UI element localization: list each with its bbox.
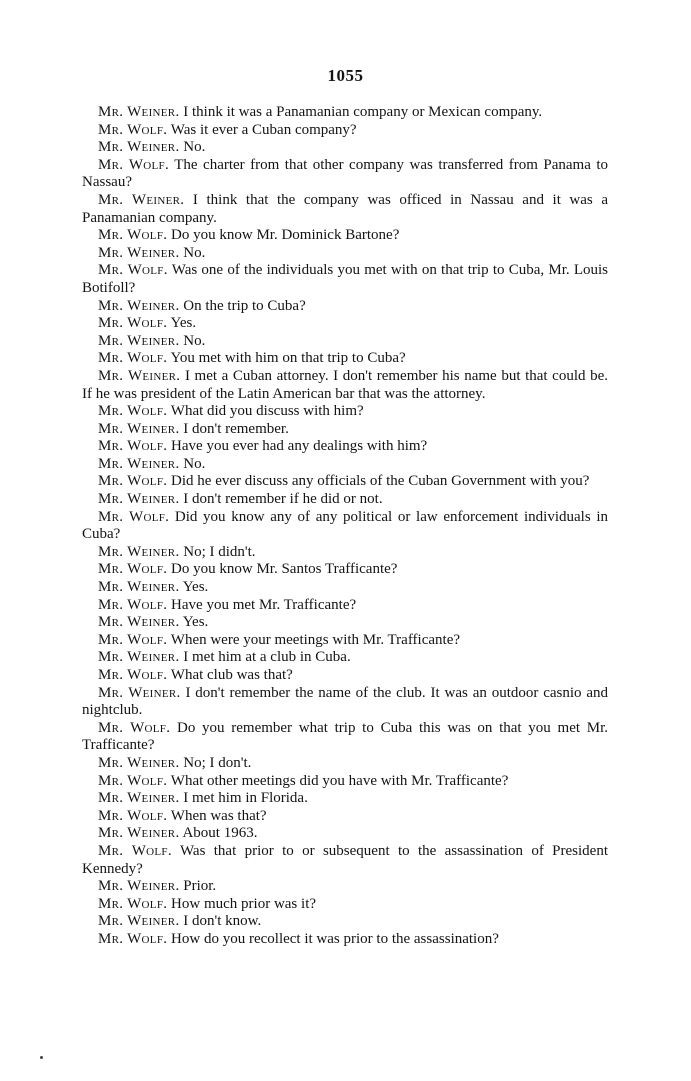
speaker-name: Mr. Weiner. — [98, 684, 181, 701]
transcript-paragraph — [82, 227, 608, 245]
speech-text: Did he ever discuss any officials of the Cuban Government with you? — [171, 473, 590, 490]
speaker-name: Mr. Wolf. — [98, 667, 168, 683]
speech-text: I met him in Florida. — [183, 790, 308, 807]
speaker-name: Mr. Weiner. — [98, 332, 180, 349]
speaker-name: Mr. Wolf. — [98, 262, 168, 279]
transcript-paragraph — [82, 544, 608, 562]
transcript-paragraph — [82, 350, 608, 368]
transcript-paragraph — [82, 720, 608, 755]
speech-text: What club was that? — [170, 667, 293, 683]
speaker-name: Mr. Weiner. — [98, 754, 180, 771]
speech-text: I don't remember the name of the club. It was an outdoor casnio and nightclub. — [82, 684, 609, 719]
speech-text: Did you know any of any political or law enforcement individuals in Cuba? — [82, 508, 608, 543]
speaker-name: Mr. Wolf. — [98, 156, 170, 173]
speech-text: I met a Cuban attorney. I don't remember his name but that could be. If he was president of the Latin American bar that was the attorney. — [82, 367, 608, 402]
transcript-paragraph — [82, 438, 608, 456]
speech-text: About 1963. — [182, 825, 258, 842]
speaker-name: Mr. Wolf. — [98, 772, 168, 789]
speaker-name: Mr. Weiner. — [98, 191, 185, 208]
speech-text: On the trip to Cuba? — [183, 297, 306, 314]
transcript-paragraph — [82, 262, 608, 297]
transcript-paragraph — [82, 913, 608, 931]
speech-text: How much prior was it? — [171, 895, 317, 912]
speaker-name: Mr. Wolf. — [98, 930, 168, 947]
stray-ink-dot — [40, 1056, 43, 1059]
speech-text: No; I didn't. — [183, 543, 256, 560]
speaker-name: Mr. Weiner. — [98, 455, 180, 472]
speaker-name: Mr. Weiner. — [98, 244, 180, 261]
speaker-name: Mr. Wolf. — [98, 315, 168, 332]
transcript-body — [82, 104, 608, 949]
transcript-paragraph — [82, 632, 608, 650]
speech-text: No. — [183, 139, 206, 156]
speech-text: When were your meetings with Mr. Trafficante? — [170, 631, 461, 648]
speech-text: I don't remember. — [183, 420, 289, 437]
speech-text: Prior. — [183, 878, 217, 895]
speech-text: Do you remember what trip to Cuba this was on that you met Mr. Trafficante? — [82, 719, 608, 754]
speech-text: No. — [183, 332, 206, 349]
transcript-paragraph — [82, 825, 608, 843]
transcript-paragraph — [82, 808, 608, 826]
speaker-name: Mr. Wolf. — [98, 719, 171, 736]
transcript-paragraph — [82, 473, 608, 491]
speech-text: I think it was a Panamanian company or Mexican company. — [183, 104, 543, 120]
transcript-paragraph — [82, 456, 608, 474]
transcript-paragraph — [82, 192, 608, 227]
speech-text: What did you discuss with him? — [170, 403, 364, 420]
speaker-name: Mr. Weiner. — [98, 614, 180, 631]
speech-text: Do you know Mr. Santos Trafficante? — [171, 561, 398, 578]
speaker-name: Mr. Wolf. — [98, 895, 168, 912]
speech-text: The charter from that other company was transferred from Panama to Nassau? — [82, 156, 609, 191]
speaker-name: Mr. Wolf. — [98, 807, 168, 824]
speaker-name: Mr. Weiner. — [98, 367, 181, 384]
speech-text: Yes. — [182, 614, 209, 631]
speaker-name: Mr. Wolf. — [98, 508, 170, 525]
transcript-paragraph — [82, 561, 608, 579]
transcript-paragraph — [82, 139, 608, 157]
speech-text: Have you met Mr. Trafficante? — [171, 596, 357, 613]
speech-text: You met with him on that trip to Cuba? — [170, 350, 406, 367]
transcript-paragraph — [82, 667, 608, 685]
speech-text: Do you know Mr. Dominick Bartone? — [171, 227, 400, 244]
speaker-name: Mr. Weiner. — [98, 790, 180, 807]
transcript-paragraph — [82, 491, 608, 509]
speaker-name: Mr. Weiner. — [98, 104, 180, 120]
transcript-paragraph — [82, 896, 608, 914]
transcript-paragraph — [82, 509, 608, 544]
speech-text: When was that? — [170, 807, 267, 824]
transcript-paragraph — [82, 122, 608, 140]
transcript-paragraph — [82, 245, 608, 263]
speaker-name: Mr. Wolf. — [98, 631, 168, 648]
speaker-name: Mr. Wolf. — [98, 438, 168, 455]
speech-text: I think that the company was officed in Nassau and it was a Panamanian company. — [82, 191, 609, 226]
transcript-paragraph — [82, 421, 608, 439]
speech-text: What other meetings did you have with Mr. Trafficante? — [170, 772, 509, 789]
speaker-name: Mr. Weiner. — [98, 913, 180, 930]
transcript-paragraph — [82, 298, 608, 316]
speaker-name: Mr. Weiner. — [98, 825, 180, 842]
transcript-paragraph — [82, 333, 608, 351]
speech-text: Yes. — [170, 315, 197, 332]
speech-text: Have you ever had any dealings with him? — [171, 438, 428, 455]
transcript-paragraph — [82, 649, 608, 667]
speaker-name: Mr. Wolf. — [98, 473, 168, 490]
transcript-paragraph — [82, 878, 608, 896]
speaker-name: Mr. Weiner. — [98, 139, 180, 156]
speech-text: No; I don't. — [183, 754, 252, 771]
page-number: 1055 — [327, 66, 364, 85]
speaker-name: Mr. Wolf. — [98, 227, 168, 244]
speaker-name: Mr. Wolf. — [98, 121, 168, 138]
speaker-name: Mr. Weiner. — [98, 420, 180, 437]
speech-text: Was one of the individuals you met with on that trip to Cuba, Mr. Louis Botifoll? — [82, 262, 609, 296]
transcript-paragraph — [82, 315, 608, 333]
speech-text: I met him at a club in Cuba. — [183, 649, 351, 666]
speech-text: I don't remember if he did or not. — [183, 491, 383, 508]
speaker-name: Mr. Weiner. — [98, 878, 180, 895]
transcript-paragraph — [82, 773, 608, 791]
transcript-paragraph — [82, 790, 608, 808]
speaker-name: Mr. Weiner. — [98, 491, 180, 508]
transcript-paragraph — [82, 685, 608, 720]
speaker-name: Mr. Wolf. — [98, 842, 172, 859]
transcript-paragraph — [82, 931, 608, 949]
transcript-paragraph — [82, 157, 608, 192]
speaker-name: Mr. Weiner. — [98, 649, 180, 666]
speaker-name: Mr. Weiner. — [98, 297, 180, 314]
speech-text: How do you recollect it was prior to the assassination? — [171, 930, 499, 947]
speech-text: No. — [183, 244, 206, 261]
speaker-name: Mr. Wolf. — [98, 596, 168, 613]
speech-text: I don't know. — [183, 913, 262, 930]
transcript-paragraph — [82, 403, 608, 421]
transcript-paragraph — [82, 843, 608, 878]
transcript-paragraph — [82, 614, 608, 632]
speaker-name: Mr. Wolf. — [98, 561, 168, 578]
transcript-paragraph — [82, 755, 608, 773]
speaker-name: Mr. Wolf. — [98, 403, 168, 420]
transcript-paragraph — [82, 368, 608, 403]
transcript-paragraph — [82, 104, 608, 122]
speech-text: Was it ever a Cuban company? — [170, 121, 357, 138]
transcript-paragraph — [82, 597, 608, 615]
speaker-name: Mr. Wolf. — [98, 350, 168, 367]
speech-text: Was that prior to or subsequent to the assassination of President Kennedy? — [82, 842, 608, 877]
speaker-name: Mr. Weiner. — [98, 579, 180, 596]
speaker-name: Mr. Weiner. — [98, 543, 180, 560]
speech-text: No. — [183, 455, 206, 472]
speech-text: Yes. — [182, 579, 209, 596]
transcript-paragraph — [82, 579, 608, 597]
